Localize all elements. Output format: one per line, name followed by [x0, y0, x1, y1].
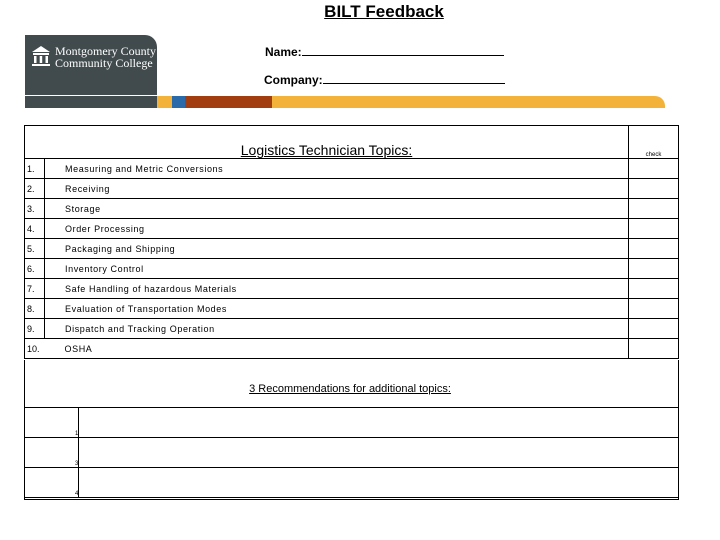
topic-row [25, 239, 679, 259]
recommendation-entry-field[interactable] [79, 408, 679, 438]
check-column-label: check [629, 126, 679, 159]
topic-check-cell[interactable] [629, 219, 679, 239]
topic-check-cell[interactable] [629, 319, 679, 339]
topic-number: 3. [25, 199, 45, 219]
recommendation-row [25, 468, 679, 498]
topics-header-row [25, 126, 679, 159]
topic-check-cell[interactable] [629, 199, 679, 219]
topic-row [25, 279, 679, 299]
topics-table [24, 125, 679, 359]
company-label: Company: [264, 73, 323, 87]
recommendation-number: 3 [25, 438, 79, 468]
topic-check-cell[interactable] [629, 239, 679, 259]
topic-label: Safe Handling of hazardous Materials [45, 279, 629, 299]
topic-check-cell[interactable] [629, 159, 679, 179]
topic-check-cell[interactable] [629, 279, 679, 299]
recommendation-row [25, 438, 679, 468]
topic-row [25, 179, 679, 199]
topic-number: 7. [25, 279, 45, 299]
topic-number: 6. [25, 259, 45, 279]
topic-label: OSHA [45, 339, 629, 359]
topic-row [25, 219, 679, 239]
topic-row [25, 259, 679, 279]
topic-number: 8. [25, 299, 45, 319]
college-logo [25, 35, 157, 95]
name-field[interactable] [265, 43, 504, 59]
topic-row [25, 159, 679, 179]
topic-check-cell[interactable] [629, 299, 679, 319]
recommendation-entry-field[interactable] [79, 468, 679, 498]
logo-wordmark [55, 45, 156, 69]
topic-number: 1. [25, 159, 45, 179]
logo-line-1: Montgomery County [55, 44, 156, 58]
recommendations-heading: 3 Recommendations for additional topics: [249, 383, 451, 395]
topic-label: Evaluation of Transportation Modes [45, 299, 629, 319]
topics-heading: Logistics Technician Topics: [25, 126, 629, 159]
stripe-yellow-small [157, 96, 172, 108]
topic-row [25, 199, 679, 219]
recommendation-entry-field[interactable] [79, 438, 679, 468]
company-field[interactable] [264, 71, 505, 87]
stripe-yellow [272, 96, 665, 108]
topic-label: Order Processing [45, 219, 629, 239]
recommendation-number: 1 [25, 408, 79, 438]
topic-row [25, 319, 679, 339]
topic-label: Packaging and Shipping [45, 239, 629, 259]
topic-number: 2. [25, 179, 45, 199]
topic-check-cell[interactable] [629, 339, 679, 359]
stripe-blue [172, 96, 185, 108]
recommendation-row [25, 408, 679, 438]
topic-number: 10. [25, 339, 45, 359]
topic-number: 4. [25, 219, 45, 239]
topic-label: Dispatch and Tracking Operation [45, 319, 629, 339]
topic-check-cell[interactable] [629, 259, 679, 279]
topic-label: Inventory Control [45, 259, 629, 279]
recommendations-table [24, 407, 679, 498]
topic-number: 9. [25, 319, 45, 339]
topic-label: Measuring and Metric Conversions [45, 159, 629, 179]
name-label: Name: [265, 45, 302, 59]
page-title: BILT Feedback [324, 2, 444, 21]
topic-row [25, 339, 679, 359]
topic-label: Receiving [45, 179, 629, 199]
topic-check-cell[interactable] [629, 179, 679, 199]
building-icon [31, 45, 51, 67]
stripe-gray [25, 96, 157, 108]
recommendation-number: 4 [25, 468, 79, 498]
topic-label: Storage [45, 199, 629, 219]
topic-row [25, 299, 679, 319]
stripe-rust [185, 96, 272, 108]
logo-line-2: Community College [55, 56, 153, 70]
topic-number: 5. [25, 239, 45, 259]
